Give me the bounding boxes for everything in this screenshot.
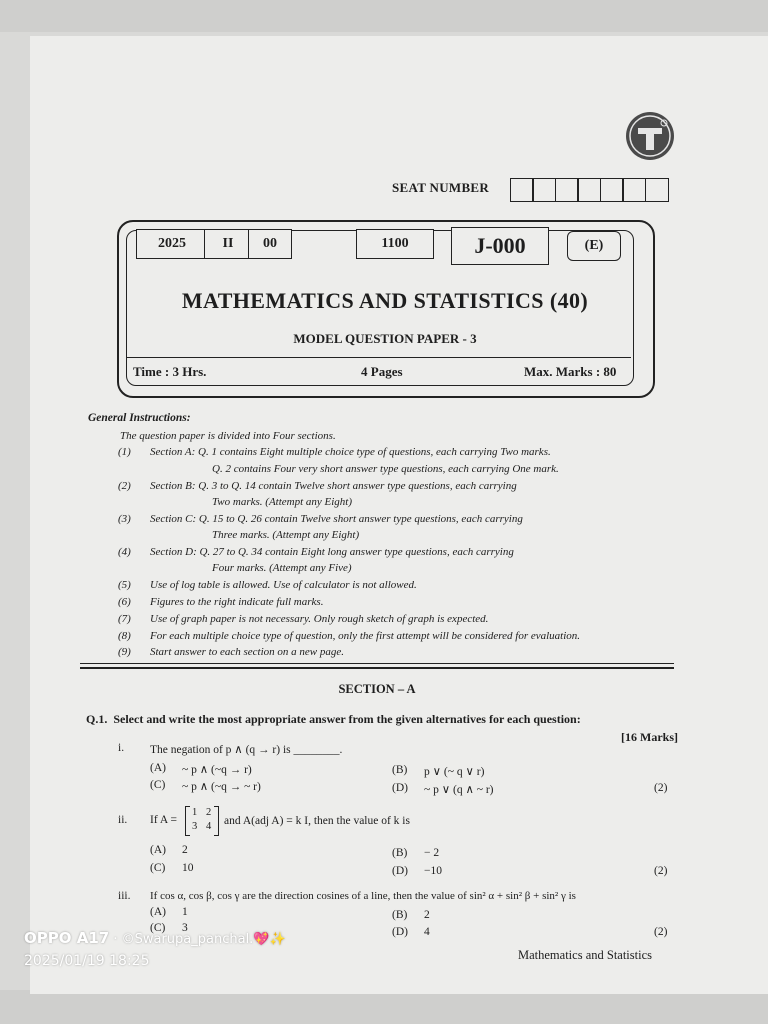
- instruction-item: [0, 546, 768, 560]
- option-text: ~ p ∧ (~q → r): [182, 764, 252, 776]
- option-text: ~ p ∨ (q ∧ ~ r): [424, 784, 494, 796]
- watermark-separator: ·: [109, 932, 122, 947]
- section-divider-thin: [80, 663, 674, 664]
- option-text: −10: [424, 865, 442, 877]
- option-label: (D): [392, 926, 408, 938]
- year-code-box: 2025: [136, 229, 208, 259]
- question-marks: (2): [654, 926, 668, 938]
- watermark-datetime: 2025/01/19 18:25: [24, 953, 150, 969]
- instruction-item: [0, 463, 768, 477]
- watermark-device: OPPO A17: [24, 929, 110, 947]
- matrix-cell: 1: [192, 807, 198, 818]
- instruction-text: Start answer to each section on a new page.: [150, 646, 345, 658]
- instruction-item: [0, 529, 768, 543]
- option-text: 10: [182, 862, 194, 874]
- instruction-number: (6): [118, 596, 131, 608]
- option-label: (A): [150, 906, 166, 918]
- seat-digit-box: [532, 178, 556, 202]
- instruction-text: For each multiple choice type of question, only the first attempt will be considered for evaluation.: [150, 630, 581, 642]
- question-number: ii.: [118, 814, 128, 826]
- option-text: ~ p ∧ (~q → ~ r): [182, 781, 261, 793]
- instruction-number: (8): [118, 630, 131, 642]
- matrix-left-bracket: [185, 806, 190, 836]
- pages-label: 4 Pages: [361, 364, 403, 379]
- instructions-intro: The question paper is divided into Four sections.: [120, 430, 336, 442]
- watermark-handle: ©Swarupa_panchal.💖✨: [121, 932, 286, 947]
- seat-digit-box: [510, 178, 534, 202]
- section-divider-thick: [80, 667, 674, 669]
- instruction-number: (4): [118, 546, 131, 558]
- term-code-box: II: [204, 229, 252, 259]
- instruction-item: [0, 579, 768, 593]
- instruction-text: Use of log table is allowed. Use of calculator is not allowed.: [150, 579, 417, 591]
- instruction-number: (1): [118, 446, 131, 458]
- instruction-item: [0, 646, 768, 660]
- seat-number-label: SEAT NUMBER: [392, 180, 490, 195]
- instruction-text: Section C: Q. 15 to Q. 26 contain Twelve short answer type questions, each carrying: [150, 513, 523, 525]
- option-label: (A): [150, 844, 166, 856]
- seat-number-boxes: [511, 178, 669, 202]
- q1-label: Q.1.: [86, 712, 108, 726]
- seat-digit-box: [577, 178, 601, 202]
- section-a-heading: SECTION – A: [338, 682, 416, 696]
- instruction-text: Four marks. (Attempt any Five): [212, 562, 352, 574]
- instruction-item: [0, 613, 768, 627]
- q1-text: Select and write the most appropriate answer from the given alternatives for each question:: [113, 712, 581, 726]
- option-label: (A): [150, 762, 166, 774]
- option-text: 2: [424, 909, 430, 921]
- serial-code-box: 1100: [356, 229, 434, 259]
- publisher-logo-icon: [626, 112, 674, 160]
- option-text: 3: [182, 922, 188, 934]
- instruction-text: Use of graph paper is not necessary. Only rough sketch of graph is expected.: [150, 613, 489, 625]
- matrix-cell: 4: [206, 821, 212, 832]
- paper-title: MATHEMATICS AND STATISTICS (40): [181, 288, 589, 313]
- question-text: The negation of p ∧ (q → r) is ________.: [150, 744, 343, 756]
- instruction-number: (3): [118, 513, 131, 525]
- instruction-item: [0, 446, 768, 460]
- option-text: p ∨ (~ q ∨ r): [424, 766, 485, 778]
- paper-code-box: J-000: [451, 227, 549, 265]
- question-text: If cos α, cos β, cos γ are the direction cosines of a line, then the value of sin² α + sin² β + sin² γ is: [150, 890, 576, 902]
- page-footer: Mathematics and Statistics: [518, 948, 653, 962]
- instruction-item: [0, 630, 768, 644]
- instruction-item: [0, 562, 768, 576]
- option-label: (B): [392, 909, 408, 921]
- instruction-item: [0, 596, 768, 610]
- instruction-text: Section B: Q. 3 to Q. 14 contain Twelve short answer type questions, each carrying: [150, 480, 517, 492]
- camera-watermark: [24, 928, 286, 947]
- instruction-text: Three marks. (Attempt any Eight): [212, 529, 360, 541]
- option-label: (C): [150, 922, 166, 934]
- instruction-text: Figures to the right indicate full marks.: [150, 596, 324, 608]
- matrix-a: [185, 806, 219, 836]
- question-marks: (2): [654, 865, 668, 877]
- instruction-number: (5): [118, 579, 131, 591]
- option-label: (B): [392, 764, 408, 776]
- medium-code-box: (E): [567, 231, 621, 261]
- question-text-prefix: If A =: [150, 814, 177, 826]
- option-label: (D): [392, 865, 408, 877]
- instruction-number: (7): [118, 613, 131, 625]
- question-number: iii.: [118, 890, 131, 902]
- option-text: 2: [182, 844, 188, 856]
- seat-digit-box: [555, 178, 579, 202]
- question-marks: (2): [654, 782, 668, 794]
- question-text-suffix: and A(adj A) = k I, then the value of k is: [224, 815, 410, 827]
- option-text: 1: [182, 906, 188, 918]
- photo-background-top: [0, 0, 768, 32]
- header-divider: [127, 357, 631, 358]
- seat-digit-box: [622, 178, 646, 202]
- option-label: (B): [392, 847, 408, 859]
- paper-subtitle: MODEL QUESTION PAPER - 3: [293, 331, 477, 346]
- instruction-number: (9): [118, 646, 131, 658]
- time-label: Time : 3 Hrs.: [133, 364, 207, 379]
- option-label: (D): [392, 782, 408, 794]
- question-number: i.: [118, 742, 125, 754]
- max-marks-label: Max. Marks : 80: [524, 364, 617, 379]
- instruction-text: Q. 2 contains Four very short answer type questions, each carrying One mark.: [212, 463, 559, 475]
- instruction-item: [0, 496, 768, 510]
- matrix-cell: 3: [192, 821, 198, 832]
- instruction-text: Section D: Q. 27 to Q. 34 contain Eight long answer type questions, each carrying: [150, 546, 514, 558]
- instruction-text: Two marks. (Attempt any Eight): [212, 496, 353, 508]
- photo-background-bottom: [0, 990, 768, 1024]
- instructions-heading: General Instructions:: [88, 412, 191, 424]
- option-text: 4: [424, 926, 430, 938]
- q1-marks: [16 Marks]: [621, 730, 678, 744]
- option-text: − 2: [424, 847, 440, 859]
- instruction-item: [0, 480, 768, 494]
- instruction-item: [0, 513, 768, 527]
- option-label: (C): [150, 779, 166, 791]
- matrix-cell: 2: [206, 807, 212, 818]
- q1-heading: [86, 712, 581, 727]
- seat-digit-box: [645, 178, 669, 202]
- seat-digit-box: [600, 178, 624, 202]
- matrix-right-bracket: [214, 806, 219, 836]
- code-box: 00: [248, 229, 292, 259]
- instruction-number: (2): [118, 480, 131, 492]
- option-label: (C): [150, 862, 166, 874]
- instruction-text: Section A: Q. 1 contains Eight multiple choice type of questions, each carrying Two marks.: [150, 446, 551, 458]
